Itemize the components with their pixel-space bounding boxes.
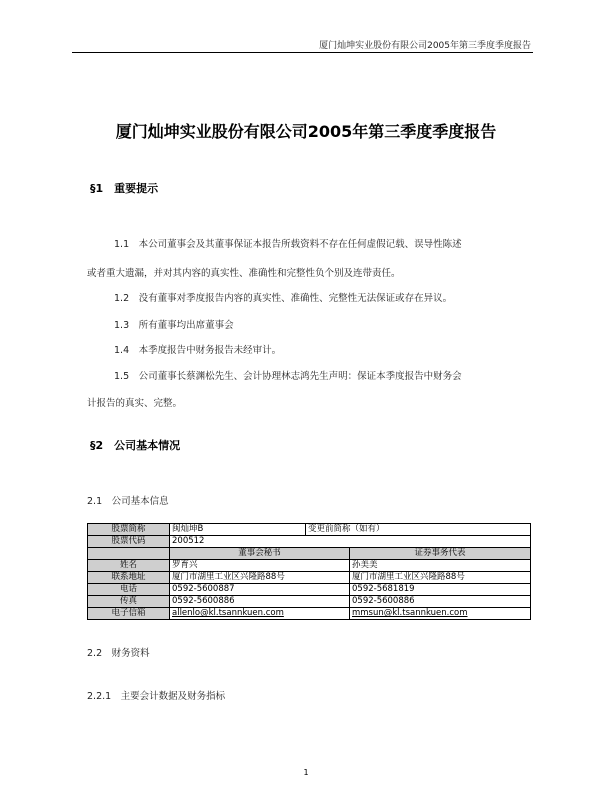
document-title: 厦门灿坤实业股份有限公司2005年第三季度季度报告 [115, 122, 497, 141]
secretary-fax: 0592-5600886 [170, 596, 350, 608]
table-row [88, 560, 531, 572]
paragraph-1-2: 1.2 没有董事对季度报告内容的真实性、准确性、完整性无法保证或存在异议。 [114, 293, 453, 304]
table-row [88, 596, 531, 608]
table-row [88, 608, 531, 620]
subsection-2-2: 2.2 财务资料 [87, 648, 150, 659]
row-label: 电话 [88, 584, 170, 596]
section-2-heading: §2 公司基本情况 [90, 439, 181, 452]
rep-name: 孙美美 [350, 560, 531, 572]
table-corner [88, 548, 170, 560]
running-header: 厦门灿坤实业股份有限公司2005年第三季度季度报告 [319, 41, 531, 51]
row-label: 姓名 [88, 560, 170, 572]
rep-fax: 0592-5600886 [350, 596, 531, 608]
table-row [88, 536, 531, 548]
row-label: 联系地址 [88, 572, 170, 584]
row-label: 电子信箱 [88, 608, 170, 620]
table-row [88, 548, 531, 560]
secretary-email-link[interactable]: allenlo@kl.tsannkuen.com [170, 608, 350, 620]
rep-email-link[interactable]: mmsun@kl.tsannkuen.com [350, 608, 531, 620]
secretary-address: 厦门市湖里工业区兴隆路88号 [170, 572, 350, 584]
subsection-2-2-1: 2.2.1 主要会计数据及财务指标 [87, 691, 226, 702]
changed-abbr-cell [306, 524, 531, 536]
changed-abbr-label: 变更前简称（如有） [308, 524, 385, 534]
paragraph-1-5-line2: 计报告的真实、完整。 [87, 398, 183, 409]
col-header-secretary: 董事会秘书 [170, 548, 350, 560]
col-header-rep: 证券事务代表 [350, 548, 531, 560]
stock-abbr-label: 股票简称 [88, 524, 170, 536]
paragraph-1-3: 1.3 所有董事均出席董事会 [114, 320, 234, 331]
stock-code-value: 200512 [170, 536, 531, 548]
company-info-table [87, 523, 531, 620]
row-label: 传真 [88, 596, 170, 608]
page-number: 1 [303, 768, 309, 777]
table-row [88, 572, 531, 584]
secretary-name: 罗育兴 [170, 560, 350, 572]
stock-abbr-value: 闽灿坤B [170, 524, 306, 536]
paragraph-1-4: 1.4 本季度报告中财务报告未经审计。 [114, 345, 282, 356]
secretary-phone: 0592-5600887 [170, 584, 350, 596]
paragraph-1-1-line2: 或者重大遗漏，并对其内容的真实性、准确性和完整性负个别及连带责任。 [87, 268, 401, 279]
subsection-2-1: 2.1 公司基本信息 [87, 496, 169, 507]
section-1-heading: §1 重要提示 [90, 182, 159, 195]
table-row [88, 524, 531, 536]
header-rule [72, 52, 533, 53]
stock-code-label: 股票代码 [88, 536, 170, 548]
rep-address: 厦门市湖里工业区兴隆路88号 [350, 572, 531, 584]
paragraph-1-5-line1: 1.5 公司董事长蔡渊松先生、会计协理林志鸿先生声明：保证本季度报告中财务会 [114, 371, 462, 382]
paragraph-1-1-line1: 1.1 本公司董事会及其董事保证本报告所载资料不存在任何虚假记载、误导性陈述 [114, 239, 462, 250]
rep-phone: 0592-5681819 [350, 584, 531, 596]
table-row [88, 584, 531, 596]
